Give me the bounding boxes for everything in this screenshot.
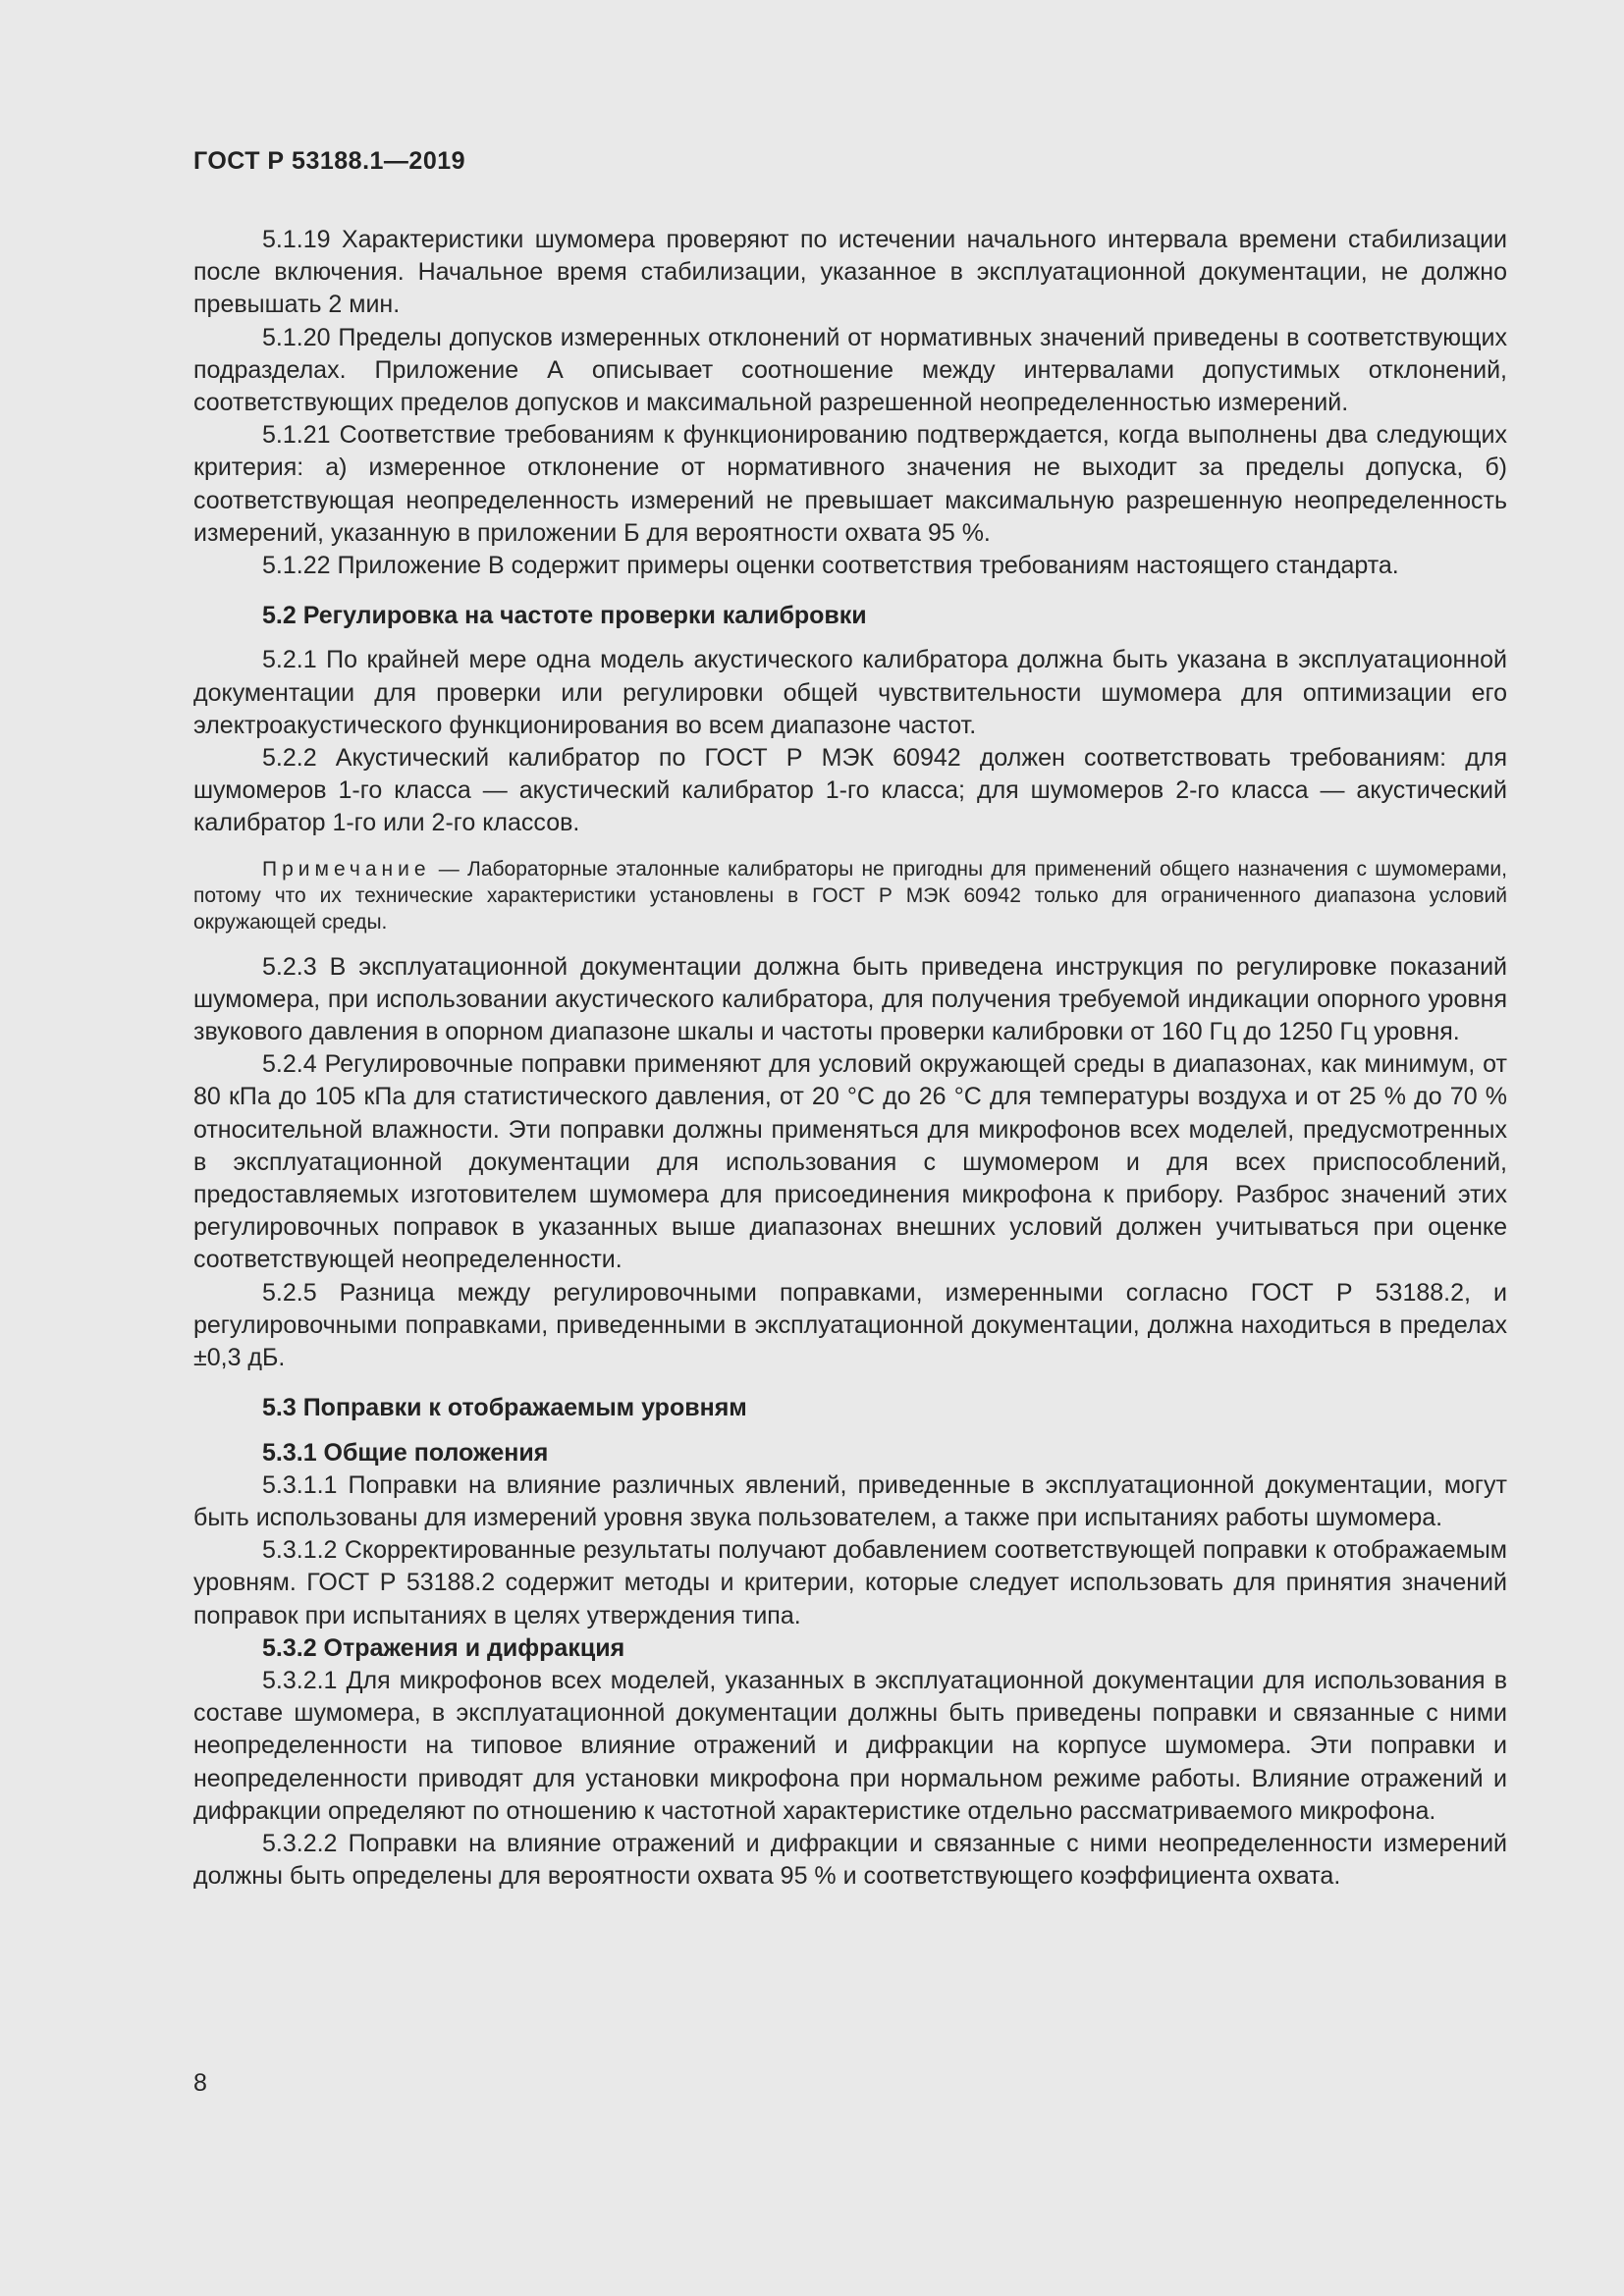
paragraph-5-1-21: 5.1.21 Соответствие требованиям к функционированию подтверждается, когда выполнены два следующих критерия: а) измеренное отклонение от нормативного значения не выходит за пределы допуска, б) соответствующая неопределенность измерений не превышает максимальную разрешенную неопределенность измерений, указанную в приложении Б для вероятности охвата 95 %. [193,421,1507,547]
paragraph-5-2-1: 5.2.1 По крайней мере одна модель акустического калибратора должна быть указана в эксплуатационной документации для проверки или регулировки общей чувствительности шумомера для оптимизации его электроакустического функционирования во всем диапазоне частот. [193,646,1507,739]
paragraph-5-2-4: 5.2.4 Регулировочные поправки применяют для условий окружающей среды в диапазонах, как минимум, от 80 кПа до 105 кПа для статистического давления, от 20 °С до 26 °С для температуры воздуха и от 25 % до 70 % относительной влажности. Эти поправки должны применяться для микрофонов всех моделей, предусмотренных в эксплуатационной документации для использования с шумомером и для всех приспособлений, предоставляемых изготовителем шумомера для присоединения микрофона к прибору. Разброс значений этих регулировочных поправок в указанных выше диапазонах внешних условий должен учитываться при оценке соответствующей неопределенности. [193,1050,1507,1274]
paragraph-5-1-19: 5.1.19 Характеристики шумомера проверяют по истечении начального интервала времени стабилизации после включения. Начальное время стабилизации, указанное в эксплуатационной документации, не должно превышать 2 мин. [193,226,1507,319]
paragraph-5-1-22: 5.1.22 Приложение В содержит примеры оценки соответствия требованиям настоящего стандарта. [262,552,1399,580]
note [193,856,1507,935]
section-heading-5-3: 5.3 Поправки к отображаемым уровням [262,1394,747,1422]
paragraph-5-3-2-2: 5.3.2.2 Поправки на влияние отражений и дифракции и связанные с ними неопределенности измерений должны быть определены для вероятности охвата 95 % и соответствующего коэффициента охвата. [193,1829,1507,1891]
page-number: 8 [193,2069,207,2097]
document-body [193,224,1507,1893]
paragraph-5-3-1-2: 5.3.1.2 Скорректированные результаты получают добавлением соответствующей поправки к отображаемым уровням. ГОСТ Р 53188.2 содержит методы и критерии, которые следует использовать для принятия значений поправок при испытаниях в целях утверждения типа. [193,1536,1507,1629]
paragraph-5-2-3: 5.2.3 В эксплуатационной документации должна быть приведена инструкция по регулировке показаний шумомера, при использовании акустического калибратора, для получения требуемой индикации опорного уровня звукового давления в опорном диапазоне шкалы и частоты проверки калибровки от 160 Гц до 1250 Гц уровня. [193,952,1507,1046]
section-heading-5-2: 5.2 Регулировка на частоте проверки калибровки [262,602,867,630]
paragraph-5-3-2-1: 5.3.2.1 Для микрофонов всех моделей, указанных в эксплуатационной документации для использования в составе шумомера, в эксплуатационной документации должны быть приведены поправки и связанные с ними неопределенности на типовое влияние отражений и дифракции на корпусе шумомера. Эти поправки и неопределенности приводят для установки микрофона при нормальном режиме работы. Влияние отражений и дифракции определяют по отношению к частотной характеристике отдельно рассматриваемого микрофона. [193,1666,1507,1825]
running-header: ГОСТ Р 53188.1—2019 [193,147,466,175]
subsection-heading-5-3-1: 5.3.1 Общие положения [262,1438,549,1467]
note-text: — Лабораторные эталонные калибраторы не пригодны для применений общего назначения с шумомерами, потому что их технические характеристики установлены в ГОСТ Р МЭК 60942 только для ограниченного диапазона условий окружающей среды. [193,857,1507,934]
subsection-heading-5-3-2: 5.3.2 Отражения и дифракция [262,1633,625,1662]
paragraph-5-2-5: 5.2.5 Разница между регулировочными поправками, измеренными согласно ГОСТ Р 53188.2, и регулировочными поправками, приведенными в эксплуатационной документации, должна находиться в пределах ±0,3 дБ. [193,1278,1507,1372]
note-label: Примечание [262,857,431,881]
paragraph-5-1-20: 5.1.20 Пределы допусков измеренных отклонений от нормативных значений приведены в соответствующих подразделах. Приложение А описывает соотношение между интервалами допустимых отклонений, соответствующих пределов допусков и максимальной разрешенной неопределенностью измерений. [193,323,1507,417]
paragraph-5-3-1-1: 5.3.1.1 Поправки на влияние различных явлений, приведенные в эксплуатационной документации, могут быть использованы для измерений уровня звука пользователем, а также при испытаниях работы шумомера. [193,1470,1507,1531]
paragraph-5-2-2: 5.2.2 Акустический калибратор по ГОСТ Р МЭК 60942 должен соответствовать требованиям: для шумомеров 1-го класса — акустический калибратор 1-го класса; для шумомеров 2-го класса — акустический калибратор 1-го или 2-го классов. [193,744,1507,837]
